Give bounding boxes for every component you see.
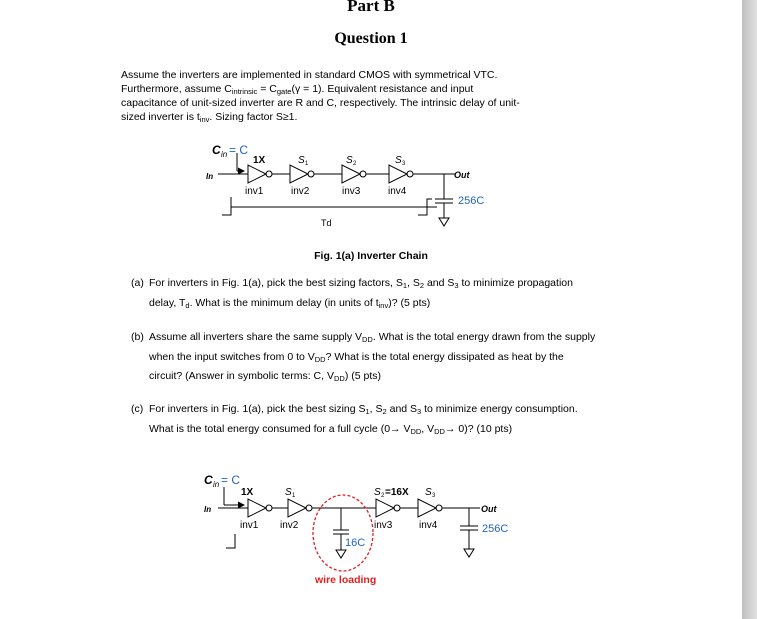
inv3-label: inv3 (342, 186, 361, 197)
question-b (131, 328, 596, 387)
intro-line-3: capacitance of unit-sized inverter are R and C, respectively. The intrinsic delay of unit- (121, 97, 520, 109)
fig2-inv1-label: inv1 (240, 520, 259, 531)
svg-text:1: 1 (292, 493, 296, 499)
inverter-2-symbol (290, 165, 308, 183)
size-1x-label: 1X (253, 155, 266, 166)
viewer-edge-shadow (742, 0, 757, 619)
out-label: Out (454, 170, 470, 180)
inverter-4-symbol (389, 165, 407, 183)
figure-1-inverter-chain (0, 0, 742, 260)
question-a (131, 274, 596, 313)
inv2-label: inv2 (291, 186, 310, 197)
fig2-inverter-4-bubble (436, 505, 442, 511)
question-title: Question 1 (334, 30, 408, 47)
svg-text:1: 1 (305, 161, 309, 167)
intro-line-2: Furthermore, assume $C_{intrinsic} = C_{gate}(\gamma = 1)$. Equivalent resistance and input (121, 83, 474, 96)
in-label: In (206, 172, 214, 181)
s3-label: S (395, 155, 402, 166)
fig2-out-label: Out (481, 504, 497, 514)
fig2-inverter-2-symbol (288, 499, 306, 517)
fig2-s2-label: S (374, 487, 381, 498)
load-cap-label: 256C (458, 195, 485, 207)
cin-value: = C (229, 143, 249, 157)
inv1-label: inv1 (245, 186, 264, 197)
question-c (131, 400, 596, 439)
fig2-wire-ground-symbol (336, 550, 346, 558)
cin-label: C (212, 143, 221, 157)
fig2-in-label: In (204, 505, 212, 514)
question-c-label: (c) (131, 403, 144, 415)
s1-label: S (298, 155, 305, 166)
figure-caption: Fig. 1(a) Inverter Chain (314, 250, 428, 262)
wire-loading-label: wire loading (315, 574, 377, 586)
fig2-inv2-label: inv2 (280, 520, 299, 531)
fig2-inverter-3-symbol (376, 499, 394, 517)
fig2-inverter-1-bubble (266, 505, 272, 511)
svg-text:2: 2 (381, 493, 385, 499)
fig2-inv3-label: inv3 (374, 520, 393, 531)
fig2-s2-value: =16X (385, 487, 409, 498)
svg-text:2: 2 (353, 161, 357, 167)
question-b-text: Assume all inverters share the same supply $V_{DD}$. What is the total energy drawn from the supply when the input switches from 0 to $V_{DD}$? What is the total energy dissipated as heat by the circuit? (Answer in symbolic terms: C, $V_{DD}$) (5 pts) (149, 331, 596, 383)
input-step-waveform (222, 197, 231, 215)
fig2-load-ground-symbol (464, 549, 474, 557)
fig2-load-cap-label: 256C (482, 523, 509, 535)
fig2-cin-value: = C (221, 473, 241, 487)
fig2-inverter-3-bubble (394, 505, 400, 511)
wire-cap-label: 16C (345, 537, 366, 549)
intro-line-4: sized inverter is $t_{inv}$. Sizing factor S≥1. (121, 111, 298, 124)
fig2-s3-label: S (425, 487, 432, 498)
fig2-input-step-waveform (226, 534, 235, 548)
inverter-3-symbol (342, 165, 360, 183)
svg-text:3: 3 (402, 161, 406, 167)
question-a-label: (a) (131, 277, 144, 289)
svg-text:in: in (221, 150, 228, 159)
inverter-1-symbol (248, 165, 266, 183)
intro-line-1: Assume the inverters are implemented in standard CMOS with symmetrical VTC. (121, 69, 498, 81)
td-label: Td (321, 218, 332, 228)
inv4-label: inv4 (388, 186, 407, 197)
fig2-inverter-4-symbol (418, 499, 436, 517)
question-c-text: For inverters in Fig. 1(a), pick the best sizing $S_1$, $S_2$ and $S_3$ to minimize energy consumption. What is the total energy consumed for a full cycle ($0\to V_{DD}$, $V_{DD}\to 0$)? (10 pts) (149, 403, 578, 436)
svg-text:3: 3 (432, 493, 436, 499)
fig2-size-1x-label: 1X (241, 487, 254, 498)
fig2-s1-label: S (285, 487, 292, 498)
fig2-inverter-1-symbol (248, 499, 266, 517)
fig2-inv4-label: inv4 (419, 520, 438, 531)
question-a-text: For inverters in Fig. 1(a), pick the best sizing factors, $S_1$, $S_2$ and $S_3$ to minimize propagation delay, $T_d$. What is the minimum delay (in units of $t_{inv}$)? (5 pts) (149, 277, 573, 310)
question-b-label: (b) (131, 331, 144, 343)
wire-loading-highlight-circle (313, 495, 373, 571)
fig2-inverter-2-bubble (306, 505, 312, 511)
s2-label: S (346, 155, 353, 166)
part-title: Part B (347, 0, 395, 15)
svg-text:in: in (213, 480, 220, 489)
ground-symbol (439, 218, 449, 226)
fig2-cin-label: C (204, 473, 213, 487)
